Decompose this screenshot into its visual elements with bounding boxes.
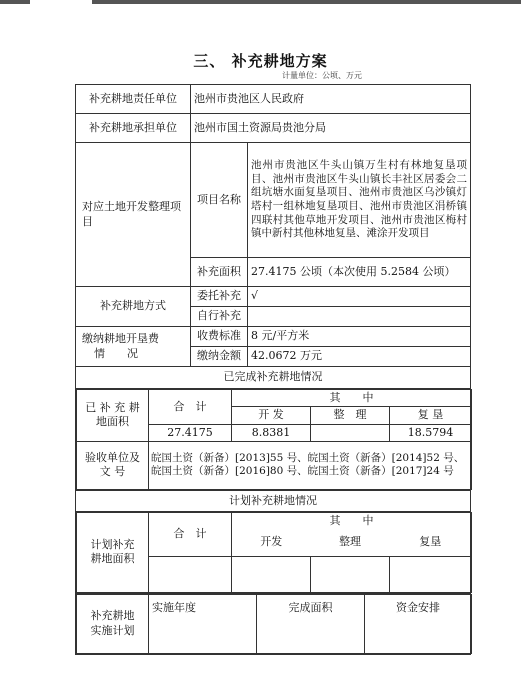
completed-dev-value: 8.8381 <box>232 424 311 441</box>
project-name-label: 项目名称 <box>191 143 248 258</box>
unit-note: 计量单位：公顷、万元 <box>282 71 362 80</box>
supplement-area-value: 27.4175 公顷（本次使用 5.2584 公顷） <box>248 258 471 287</box>
entrusted-value: √ <box>248 287 471 307</box>
plan-total-value <box>149 556 232 592</box>
completed-rec-value: 18.5794 <box>390 424 472 441</box>
table-row <box>76 85 471 114</box>
supplement-plan-table <box>75 84 471 655</box>
supplement-area-label: 补充面积 <box>191 258 248 287</box>
fee-std-label: 收费标准 <box>191 327 248 347</box>
plan-total-label: 合 计 <box>149 512 232 556</box>
done-area-label: 完成面积 <box>257 594 365 653</box>
fund-label: 资金安排 <box>365 594 472 653</box>
plan-dev-value <box>232 556 311 592</box>
completed-dev-label: 开 发 <box>232 407 311 424</box>
project-name-value: 池州市贵池区牛头山镇万生村有林地复垦项目、池州市贵池区牛头山镇长丰社区居委会二组坑塘水面复垦项目、池州市贵池区乌沙镇灯塔村一组林地复垦项目、池州市贵池区涓桥镇四联村其他草地开发项目、池州市贵池区梅村镇中新村其他林地复垦、滩涂开发项目 <box>248 143 471 258</box>
fee-amount-label: 缴纳金额 <box>191 347 248 367</box>
plan-dev-label: 开发 <box>232 529 311 556</box>
table-row <box>76 367 471 389</box>
undertaker-label: 补充耕地承担单位 <box>76 114 191 143</box>
fee-amount-value: 42.0672 万元 <box>248 347 471 367</box>
fee-label <box>76 327 191 367</box>
top-edge-mark <box>92 0 521 4</box>
completed-total-label: 合 计 <box>149 390 232 425</box>
completed-header: 已完成补充耕地情况 <box>76 367 471 389</box>
plan-among-label: 其 中 <box>232 512 472 529</box>
undertaker-value: 池州市国土资源局贵池分局 <box>191 114 471 143</box>
method-label: 补充耕地方式 <box>76 287 191 327</box>
completed-among-label: 其 中 <box>232 390 472 407</box>
completed-rec-label: 复 垦 <box>390 407 472 424</box>
table-row <box>76 490 471 511</box>
completed-total-value: 27.4175 <box>149 424 232 441</box>
year-label: 实施年度 <box>149 594 257 653</box>
plan-arr-value <box>311 556 390 592</box>
completed-arr-value <box>311 424 390 441</box>
fee-label-line1: 缴纳耕地开垦费 <box>82 332 159 346</box>
plan-rec-label: 复垦 <box>390 529 472 556</box>
table-row <box>76 114 471 143</box>
plan-arr-label: 整理 <box>311 529 390 556</box>
top-edge <box>0 0 521 6</box>
plan-rec-value <box>390 556 472 592</box>
entrusted-label: 委托补充 <box>191 287 248 307</box>
plan-header: 计划补充耕地情况 <box>76 490 471 511</box>
impl-label: 补充耕地实施计划 <box>77 594 149 653</box>
accept-label: 验收单位及 文 号 <box>77 441 149 489</box>
table-row <box>76 143 471 258</box>
table-row <box>76 327 471 347</box>
completed-table <box>76 389 472 490</box>
table-row <box>76 511 471 593</box>
plan-table <box>76 512 472 593</box>
table-row <box>76 593 471 654</box>
completed-area-label: 已 补 充 耕地面积 <box>77 390 149 442</box>
fee-label-line2: 情 况 <box>94 346 138 360</box>
impl-table <box>76 594 472 654</box>
fee-std-value: 8 元/平方米 <box>248 327 471 347</box>
page-title: 三、 补充耕地方案 <box>193 52 328 70</box>
responsible-label: 补充耕地责任单位 <box>76 85 191 114</box>
table-row <box>76 287 471 307</box>
table-row <box>76 389 471 491</box>
top-edge-mark <box>0 0 30 4</box>
self-value <box>248 307 471 327</box>
plan-area-label: 计划补充耕地面积 <box>77 512 149 592</box>
project-label: 对应土地开发整理项目 <box>76 143 191 287</box>
completed-arr-label: 整 理 <box>311 407 390 424</box>
self-label: 自行补充 <box>191 307 248 327</box>
accept-value: 皖国土资（新备）[2013]55 号、皖国土资（新备）[2014]52 号、皖国土资（新备）[2016]80 号、皖国土资（新备）[2017]24 号 <box>149 441 472 489</box>
responsible-value: 池州市贵池区人民政府 <box>191 85 471 114</box>
